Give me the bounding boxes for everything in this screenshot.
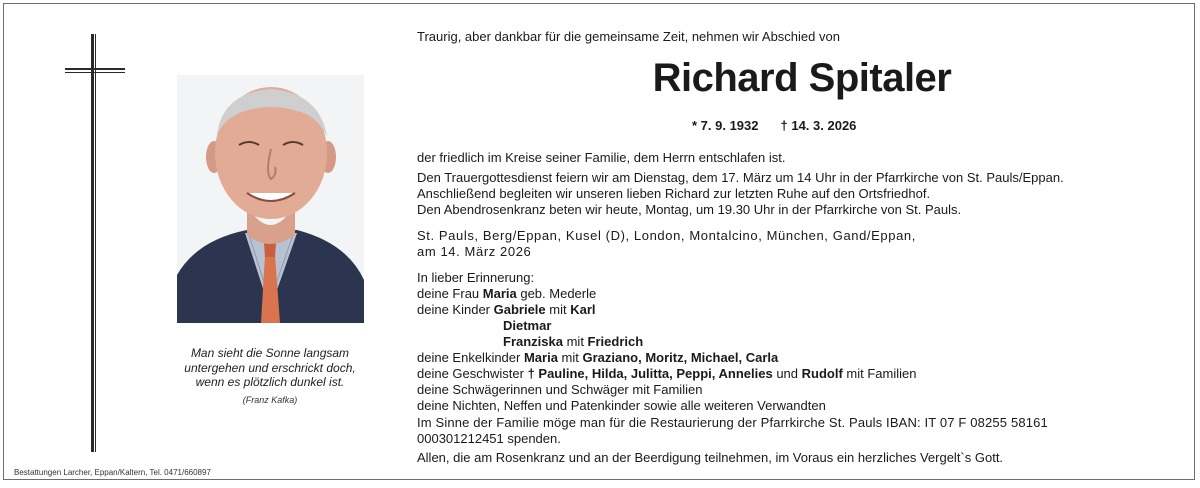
cross-horizontal	[65, 68, 125, 70]
cross-vertical	[91, 34, 94, 452]
service-details	[417, 170, 1192, 218]
announcement-line-1: der friedlich im Kreise seiner Familie, dem Herrn entschlafen ist.	[417, 150, 786, 165]
family-inlaws: deine Schwägerinnen und Schwäger mit Familien	[417, 382, 703, 397]
quote-line-3: wenn es plötzlich dunkel ist.	[195, 375, 345, 389]
family-children-3: Franziska mit Friedrich	[503, 334, 644, 349]
family-children-2: Dietmar	[503, 318, 552, 333]
life-dates	[692, 118, 878, 133]
family-list	[417, 270, 1192, 414]
cross-vertical-thin	[95, 34, 96, 452]
obituary-card	[3, 3, 1195, 480]
places-line-2: am 14. März 2026	[417, 244, 532, 259]
cross-horizontal-thin	[65, 72, 125, 73]
announcement-block	[417, 150, 1192, 166]
quote	[154, 346, 386, 390]
places-block	[417, 228, 1192, 260]
birth-date: * 7. 9. 1932	[692, 118, 759, 133]
family-others: deine Nichten, Neffen und Patenkinder sowie alle weiteren Verwandten	[417, 398, 826, 413]
family-siblings: deine Geschwister † Pauline, Hilda, Julitta, Peppi, Annelies und Rudolf mit Familien	[417, 366, 917, 381]
service-line-3: Den Abendrosenkranz beten wir heute, Montag, um 19.30 Uhr in der Pfarrkirche von St. Pauls.	[417, 202, 962, 217]
thanks-block	[417, 450, 1192, 466]
donation-line-2: 000301212451 spenden.	[417, 431, 561, 446]
deceased-name: Richard Spitaler	[652, 56, 952, 100]
quote-line-2: untergehen und erschrickt doch,	[184, 360, 356, 375]
thanks-line: Allen, die am Rosenkranz und an der Beerdigung teilnehmen, im Voraus ein herzliches Vergelt`s Gott.	[417, 450, 1004, 465]
family-grandchildren: deine Enkelkinder Maria mit Graziano, Moritz, Michael, Carla	[417, 350, 779, 365]
portrait-illustration	[177, 75, 364, 323]
portrait-photo	[177, 75, 364, 323]
quote-author: (Franz Kafka)	[242, 395, 298, 405]
family-children-1: deine Kinder Gabriele mit Karl	[417, 302, 596, 317]
places-line-1: St. Pauls, Berg/Eppan, Kusel (D), London, Montalcino, München, Gand/Eppan,	[417, 228, 916, 243]
quote-line-1: Man sieht die Sonne langsam	[190, 346, 350, 360]
service-line-1: Den Trauergottesdienst feiern wir am Dienstag, dem 17. März um 14 Uhr in der Pfarrkirche von St. Pauls/Eppan.	[417, 170, 1064, 185]
funeral-home-footer: Bestattungen Larcher, Eppan/Kaltern, Tel. 0471/660897	[14, 468, 211, 477]
family-wife: deine Frau Maria geb. Mederle	[417, 286, 597, 301]
donation-line-1: Im Sinne der Familie möge man für die Restaurierung der Pfarrkirche St. Pauls IBAN: IT 07 F 08255 58161	[417, 415, 1048, 430]
intro-text: Traurig, aber dankbar für die gemeinsame Zeit, nehmen wir Abschied von	[417, 29, 840, 44]
service-line-2: Anschließend begleiten wir unseren lieben Richard zur letzten Ruhe auf den Ortsfriedhof.	[417, 186, 931, 201]
family-heading: In lieber Erinnerung:	[417, 270, 535, 285]
death-date: † 14. 3. 2026	[780, 118, 857, 133]
donation-block	[417, 415, 1192, 447]
